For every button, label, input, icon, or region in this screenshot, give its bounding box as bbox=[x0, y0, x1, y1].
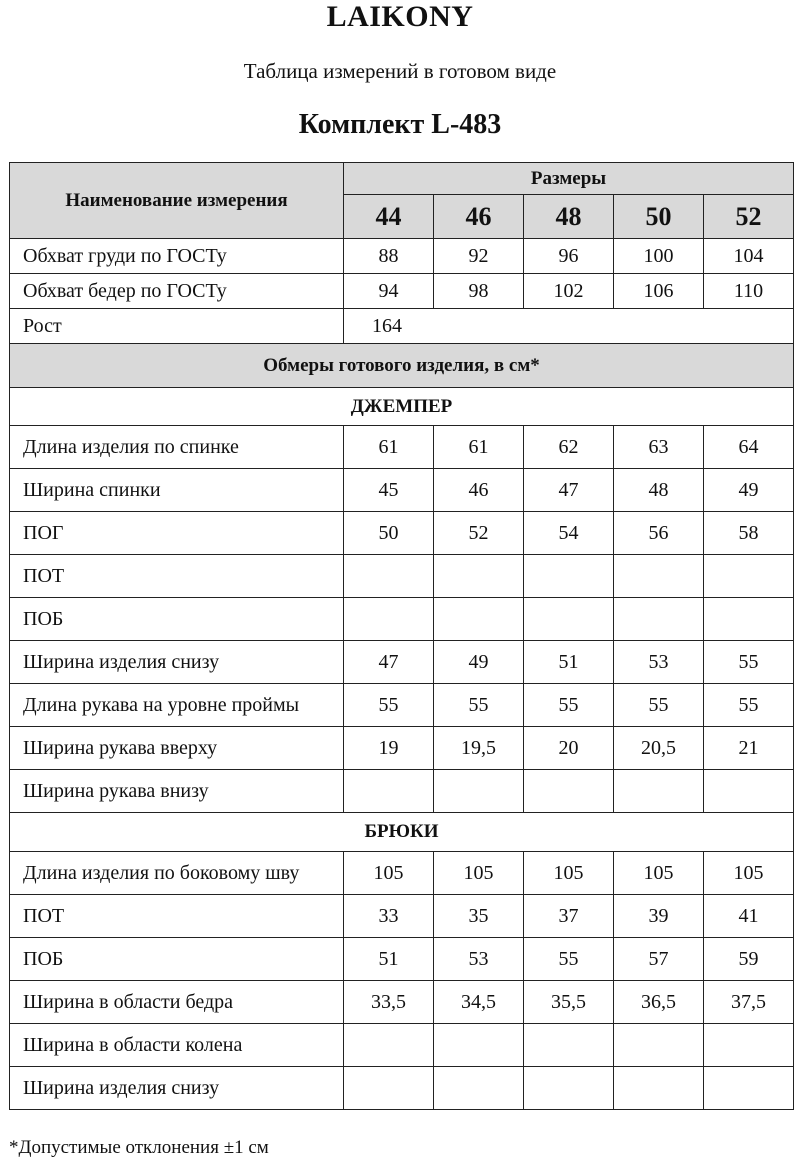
row-label: Ширина в области бедра bbox=[10, 981, 344, 1024]
value-cell: 21 bbox=[704, 727, 794, 770]
value-cell: 20,5 bbox=[614, 727, 704, 770]
value-cell bbox=[524, 598, 614, 641]
value-cell: 51 bbox=[344, 938, 434, 981]
value-cell: 88 bbox=[344, 239, 434, 274]
value-cell: 55 bbox=[614, 684, 704, 727]
value-cell bbox=[614, 770, 704, 813]
value-cell: 104 bbox=[704, 239, 794, 274]
value-cell: 55 bbox=[704, 684, 794, 727]
value-cell: 100 bbox=[614, 239, 704, 274]
value-cell bbox=[704, 1067, 794, 1110]
value-cell bbox=[704, 598, 794, 641]
table-row bbox=[10, 274, 794, 309]
value-cell bbox=[704, 770, 794, 813]
table-row bbox=[10, 1067, 794, 1110]
value-cell: 52 bbox=[434, 512, 524, 555]
row-label: Длина изделия по спинке bbox=[10, 426, 344, 469]
value-cell: 94 bbox=[344, 274, 434, 309]
value-cell: 55 bbox=[524, 938, 614, 981]
value-cell: 96 bbox=[524, 239, 614, 274]
value-cell: 37 bbox=[524, 895, 614, 938]
pants-section-title: БРЮКИ bbox=[10, 813, 794, 852]
value-cell: 34,5 bbox=[434, 981, 524, 1024]
table-row bbox=[10, 239, 794, 274]
sizes-header: Размеры bbox=[344, 163, 794, 195]
table-row bbox=[10, 770, 794, 813]
size-header-cell: 48 bbox=[524, 195, 614, 239]
value-cell: 49 bbox=[434, 641, 524, 684]
value-cell: 106 bbox=[614, 274, 704, 309]
tolerance-footnote: *Допустимые отклонения ±1 см bbox=[9, 1137, 269, 1158]
value-cell bbox=[614, 1067, 704, 1110]
row-label: Ширина изделия снизу bbox=[10, 1067, 344, 1110]
value-cell bbox=[524, 555, 614, 598]
value-cell: 92 bbox=[434, 239, 524, 274]
value-cell bbox=[614, 598, 704, 641]
table-row bbox=[10, 641, 794, 684]
row-label: ПОБ bbox=[10, 938, 344, 981]
value-cell: 55 bbox=[704, 641, 794, 684]
value-cell bbox=[614, 1024, 704, 1067]
table-row bbox=[10, 469, 794, 512]
value-cell: 35,5 bbox=[524, 981, 614, 1024]
value-cell bbox=[344, 598, 434, 641]
value-cell: 105 bbox=[614, 852, 704, 895]
value-cell: 33,5 bbox=[344, 981, 434, 1024]
value-cell: 105 bbox=[524, 852, 614, 895]
value-cell bbox=[704, 1024, 794, 1067]
document-subtitle: Таблица измерений в готовом виде bbox=[243, 59, 557, 83]
value-cell: 54 bbox=[524, 512, 614, 555]
product-title: Комплект L-483 bbox=[298, 109, 502, 140]
value-cell: 19 bbox=[344, 727, 434, 770]
size-header-cell: 50 bbox=[614, 195, 704, 239]
value-cell: 49 bbox=[704, 469, 794, 512]
table-row bbox=[10, 852, 794, 895]
value-cell: 47 bbox=[524, 469, 614, 512]
row-label: Ширина спинки bbox=[10, 469, 344, 512]
measurement-name-header: Наименование измерения bbox=[10, 163, 344, 239]
value-cell: 39 bbox=[614, 895, 704, 938]
value-cell: 61 bbox=[344, 426, 434, 469]
table-row bbox=[10, 555, 794, 598]
value-cell: 59 bbox=[704, 938, 794, 981]
value-cell: 41 bbox=[704, 895, 794, 938]
row-label: Длина изделия по боковому шву bbox=[10, 852, 344, 895]
value-cell bbox=[434, 1024, 524, 1067]
table-row bbox=[10, 426, 794, 469]
height-value: 164 bbox=[344, 309, 794, 344]
row-label: Длина рукава на уровне проймы bbox=[10, 684, 344, 727]
value-cell: 64 bbox=[704, 426, 794, 469]
size-header-cell: 52 bbox=[704, 195, 794, 239]
value-cell: 55 bbox=[434, 684, 524, 727]
row-label: ПОГ bbox=[10, 512, 344, 555]
value-cell: 98 bbox=[434, 274, 524, 309]
brand-title: LAIKONY bbox=[326, 0, 474, 33]
table-row bbox=[10, 598, 794, 641]
table-row bbox=[10, 512, 794, 555]
value-cell bbox=[344, 1024, 434, 1067]
value-cell: 36,5 bbox=[614, 981, 704, 1024]
value-cell: 62 bbox=[524, 426, 614, 469]
value-cell: 46 bbox=[434, 469, 524, 512]
row-label: Рост bbox=[10, 309, 344, 344]
row-label: Ширина рукава вверху bbox=[10, 727, 344, 770]
value-cell bbox=[524, 770, 614, 813]
value-cell: 19,5 bbox=[434, 727, 524, 770]
value-cell: 56 bbox=[614, 512, 704, 555]
value-cell: 51 bbox=[524, 641, 614, 684]
table-row bbox=[10, 938, 794, 981]
value-cell: 45 bbox=[344, 469, 434, 512]
value-cell: 55 bbox=[344, 684, 434, 727]
table-row bbox=[10, 727, 794, 770]
value-cell: 53 bbox=[614, 641, 704, 684]
value-cell bbox=[434, 598, 524, 641]
value-cell: 35 bbox=[434, 895, 524, 938]
row-label: Обхват груди по ГОСТу bbox=[10, 239, 344, 274]
value-cell bbox=[524, 1067, 614, 1110]
table-row bbox=[10, 684, 794, 727]
row-label: ПОБ bbox=[10, 598, 344, 641]
row-label: Ширина рукава внизу bbox=[10, 770, 344, 813]
table-row bbox=[10, 1024, 794, 1067]
value-cell bbox=[344, 555, 434, 598]
table-row bbox=[10, 981, 794, 1024]
value-cell: 105 bbox=[704, 852, 794, 895]
value-cell: 105 bbox=[434, 852, 524, 895]
value-cell bbox=[344, 1067, 434, 1110]
height-row bbox=[10, 309, 794, 344]
value-cell bbox=[344, 770, 434, 813]
value-cell: 58 bbox=[704, 512, 794, 555]
value-cell: 20 bbox=[524, 727, 614, 770]
value-cell bbox=[434, 1067, 524, 1110]
value-cell: 63 bbox=[614, 426, 704, 469]
value-cell: 33 bbox=[344, 895, 434, 938]
value-cell: 61 bbox=[434, 426, 524, 469]
value-cell: 105 bbox=[344, 852, 434, 895]
value-cell: 57 bbox=[614, 938, 704, 981]
row-label: Обхват бедер по ГОСТу bbox=[10, 274, 344, 309]
size-header-cell: 46 bbox=[434, 195, 524, 239]
value-cell: 110 bbox=[704, 274, 794, 309]
table-row bbox=[10, 895, 794, 938]
value-cell bbox=[434, 770, 524, 813]
value-cell: 102 bbox=[524, 274, 614, 309]
finished-measurements-title: Обмеры готового изделия, в см* bbox=[10, 344, 794, 388]
value-cell bbox=[614, 555, 704, 598]
value-cell: 47 bbox=[344, 641, 434, 684]
value-cell bbox=[524, 1024, 614, 1067]
jumper-section-title: ДЖЕМПЕР bbox=[10, 388, 794, 426]
row-label: ПОТ bbox=[10, 895, 344, 938]
row-label: Ширина изделия снизу bbox=[10, 641, 344, 684]
measurement-table bbox=[9, 162, 794, 1110]
value-cell: 50 bbox=[344, 512, 434, 555]
value-cell: 37,5 bbox=[704, 981, 794, 1024]
value-cell bbox=[434, 555, 524, 598]
value-cell: 53 bbox=[434, 938, 524, 981]
value-cell bbox=[704, 555, 794, 598]
row-label: ПОТ bbox=[10, 555, 344, 598]
value-cell: 48 bbox=[614, 469, 704, 512]
size-header-cell: 44 bbox=[344, 195, 434, 239]
row-label: Ширина в области колена bbox=[10, 1024, 344, 1067]
value-cell: 55 bbox=[524, 684, 614, 727]
